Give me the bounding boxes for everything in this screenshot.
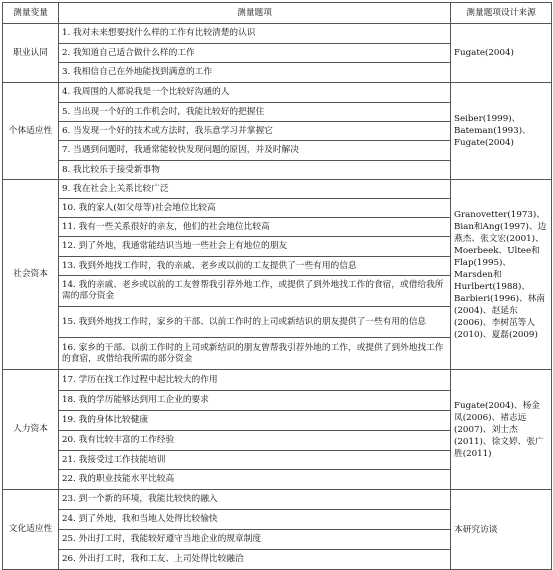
variable-cell: 人力资本 <box>3 370 59 490</box>
source-cell: Fugate(2004)、杨金凤(2006)、褚志远(2007)、刘士杰(2011)、徐文婷、张广胜(2011) <box>451 370 552 490</box>
header-item: 测量题项 <box>59 3 451 24</box>
table-row <box>3 490 552 510</box>
item-cell: 14. 我的亲戚、老乡或以前的工友曾帮我引荐外地工作，或提供了到外地找工作的食宿，或借给我所需的部分资金 <box>59 276 451 307</box>
item-cell: 5. 当出现一个好的工作机会时，我能比较好的把握住 <box>59 103 451 122</box>
measurement-scale-table <box>2 2 552 570</box>
item-cell: 2. 我知道自己适合做什么样的工作 <box>59 44 451 63</box>
item-cell: 25. 外出打工时，我能较好遵守当地企业的规章制度 <box>59 530 451 550</box>
item-cell: 24. 到了外地，我和当地人处得比较愉快 <box>59 510 451 530</box>
variable-cell: 社会资本 <box>3 180 59 370</box>
table-row <box>3 370 552 391</box>
item-cell: 9. 我在社会上关系比较广泛 <box>59 180 451 199</box>
source-cell: 本研究访谈 <box>451 490 552 570</box>
table-row <box>3 83 552 103</box>
item-cell: 19. 我的身体比较健康 <box>59 411 451 431</box>
variable-cell: 文化适应性 <box>3 490 59 570</box>
header-row <box>3 3 552 24</box>
table-row <box>3 24 552 44</box>
item-cell: 7. 当遇到问题时，我通常能较快发现问题的原因，并及时解决 <box>59 141 451 161</box>
item-cell: 3. 我相信自己在外地能找到满意的工作 <box>59 63 451 83</box>
item-cell: 16. 家乡的干部、以前工作时的上司或新结识的朋友曾帮我引荐外地的工作，或提供了到外地找工作的食宿，或借给我所需的部分资金 <box>59 338 451 370</box>
item-cell: 10. 我的家人(如父母等)社会地位比较高 <box>59 199 451 218</box>
item-cell: 6. 当发现一个好的技术或方法时，我乐意学习并掌握它 <box>59 122 451 141</box>
source-cell: Seiber(1999)、Bateman(1993)、Fugate(2004) <box>451 83 552 180</box>
item-cell: 4. 我周围的人都说我是一个比较好沟通的人 <box>59 83 451 103</box>
item-cell: 26. 外出打工时，我和工友、上司处得比较融洽 <box>59 550 451 570</box>
header-variable: 测量变量 <box>3 3 59 24</box>
item-cell: 22. 我的职业技能水平比较高 <box>59 470 451 490</box>
item-cell: 8. 我比较乐于接受新事物 <box>59 161 451 180</box>
item-cell: 12. 到了外地，我通常能结识当地一些社会上有地位的朋友 <box>59 237 451 257</box>
item-cell: 20. 我有比较丰富的工作经验 <box>59 431 451 451</box>
item-cell: 21. 我接受过工作技能培训 <box>59 451 451 470</box>
table-row <box>3 180 552 199</box>
source-cell: Granovetter(1973)、Bian和Ang(1997)、边燕杰、张文宏(2001)、Moerbeek、Ultee和Flap(1995)、Marsden和Hurlbert(1988)、Barbieri(1996)、林南(2004)、赵延东(2006)、李树茁等人(2010)、夏磊(2009) <box>451 180 552 370</box>
item-cell: 13. 我到外地找工作时，我的亲戚、老乡或以前的工友提供了一些有用的信息 <box>59 257 451 276</box>
table-body <box>3 24 552 570</box>
item-cell: 15. 我到外地找工作时，家乡的干部、以前工作时的上司或新结识的朋友提供了一些有用的信息 <box>59 307 451 338</box>
item-cell: 18. 我的学历能够达到用工企业的要求 <box>59 391 451 411</box>
header-source: 测量题项设计来源 <box>451 3 552 24</box>
item-cell: 23. 到一个新的环境，我能比较快的融入 <box>59 490 451 510</box>
item-cell: 17. 学历在找工作过程中起比较大的作用 <box>59 370 451 391</box>
source-cell: Fugate(2004) <box>451 24 552 83</box>
item-cell: 11. 我有一些关系很好的亲友，他们的社会地位比较高 <box>59 218 451 237</box>
item-cell: 1. 我对未来想要找什么样的工作有比较清楚的认识 <box>59 24 451 44</box>
variable-cell: 个体适应性 <box>3 83 59 180</box>
variable-cell: 职业认同 <box>3 24 59 83</box>
